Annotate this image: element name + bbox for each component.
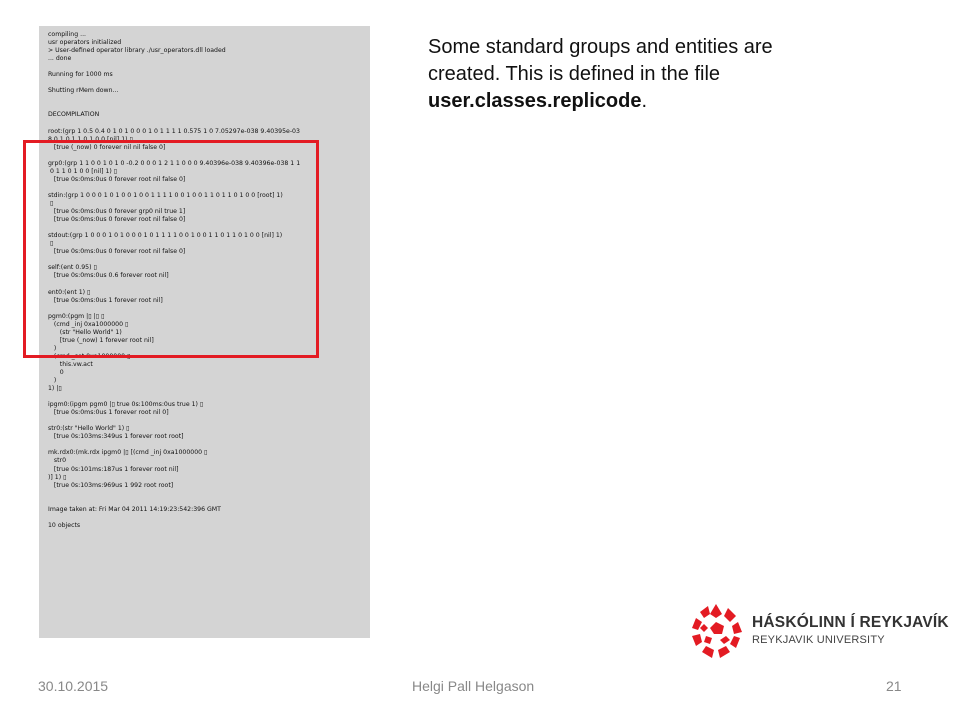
console-line: ) (48, 344, 57, 352)
console-line: ent0:(ent 1) ▯ (48, 288, 91, 296)
console-line: 0 1 1 0 1 0 0 [nil] 1) ▯ (48, 167, 118, 175)
caption-text: Some standard groups and entities are created. This is defined in the file (428, 36, 773, 85)
console-line (48, 514, 366, 522)
console-line: [true 0s:103ms:349us 1 forever root root] (48, 433, 184, 441)
console-line: 0 (48, 368, 64, 376)
console-line: [true 0s:0ms:0us 0 forever root nil false 0] (48, 248, 186, 256)
console-line: [true 0s:0ms:0us 1 forever root nil] (48, 296, 163, 304)
ru-logo-mark-icon (686, 600, 746, 664)
console-line (48, 498, 366, 506)
console-line: Shutting rMem down... (48, 87, 119, 95)
console-line: ipgm0:(ipgm pgm0 |▯ true 0s:100ms:0us true 1) ▯ (48, 401, 204, 409)
slide-caption (428, 34, 848, 115)
console-line: [true 0s:0ms:0us 0 forever root nil false 0] (48, 216, 186, 224)
console-line: [true 0s:0ms:0us 0.6 forever root nil] (48, 272, 169, 280)
logo-subname: REYKJAVIK UNIVERSITY (752, 634, 885, 646)
console-line (48, 95, 366, 103)
footer-date: 30.10.2015 (38, 678, 109, 694)
console-line: 8 0 1 0 1 1 0 1 0 0 [nil] 1) ▯ (48, 135, 133, 143)
footer-page-number: 21 (886, 678, 902, 694)
console-line: pgm0:(pgm |▯ |▯ ▯ (48, 312, 105, 320)
console-line: ) (48, 377, 57, 385)
console-line: [true (_now) 0 forever nil nil false 0] (48, 143, 166, 151)
highlight-box (23, 140, 319, 358)
console-line (48, 63, 366, 71)
console-line: str0:(str "Hello World" 1) ▯ (48, 425, 130, 433)
console-line: Image taken at: Fri Mar 04 2011 14:19:23:542:396 GMT (48, 505, 221, 513)
console-line: grp0:(grp 1 1 0 0 1 0 1 0 -0.2 0 0 0 1 2 1 1 0 0 0 9.40396e-038 9.40396e-038 1 1 (48, 159, 301, 167)
console-line: root:(grp 1 0.5 0.4 0 1 0 1 0 0 0 1 0 1 1 1 1 0.575 1 0 7.05297e-038 9.40395e-03 (48, 127, 300, 135)
console-line: [true 0s:0ms:0us 0 forever root nil false 0] (48, 175, 186, 183)
console-line (48, 393, 366, 401)
console-line (48, 120, 366, 128)
console-line: [true 0s:0ms:0us 1 forever root nil 0] (48, 409, 169, 417)
console-line: [true 0s:0ms:0us 0 forever grp0 nil true 1] (48, 208, 186, 216)
logo-name: HÁSKÓLINN Í REYKJAVÍK (752, 614, 949, 631)
console-line: ▯ (48, 199, 54, 207)
console-line: str0 (48, 457, 67, 465)
console-line (48, 417, 366, 425)
console-line: )] 1) ▯ (48, 473, 67, 481)
console-line: 1) |▯ (48, 385, 62, 393)
console-line: ... done (48, 55, 72, 63)
console-line: [true 0s:101ms:187us 1 forever root nil] (48, 465, 179, 473)
console-line: mk.rdx0:(mk.rdx ipgm0 |▯ [(cmd _inj 0xa1000000 ▯ (48, 449, 208, 457)
console-line: stdin:(grp 1 0 0 0 1 0 1 0 0 1 0 0 1 1 1 1 0 0 1 0 0 1 1 0 1 1 0 1 0 0 [root] 1) (48, 191, 283, 199)
university-logo (686, 600, 949, 668)
console-line: (cmd _inj 0xa1000000 ▯ (48, 320, 129, 328)
console-line: 10 objects (48, 521, 81, 529)
console-line: Running for 1000 ms (48, 71, 113, 79)
console-line (48, 79, 366, 87)
console-line: (cmd _set 0xa1000000 ▯ (48, 352, 131, 360)
console-line: usr operators initialized (48, 39, 122, 47)
console-line: stdout:(grp 1 0 0 0 1 0 1 0 0 0 1 0 1 1 1 1 0 0 1 0 0 1 1 0 1 1 0 1 0 0 [nil] 1) (48, 232, 283, 240)
console-line (48, 103, 366, 111)
caption-filename: user.classes.replicode (428, 90, 642, 112)
console-line (48, 490, 366, 498)
console-line: self:(ent 0.95) ▯ (48, 264, 97, 272)
caption-end: . (641, 90, 648, 112)
console-line (48, 441, 366, 449)
console-line: [true (_now) 1 forever root nil] (48, 336, 154, 344)
console-line: DECOMPILATION (48, 111, 100, 119)
console-line: compiling ... (48, 31, 87, 38)
console-line: [true 0s:103ms:969us 1 992 root root] (48, 481, 174, 489)
console-line: (str "Hello World" 1) (48, 328, 122, 336)
console-line: > User-defined operator library ./usr_operators.dll loaded (48, 47, 226, 55)
console-line: ▯ (48, 240, 54, 248)
footer-author: Helgi Pall Helgason (412, 678, 535, 694)
console-line: this.vw.act (48, 360, 93, 368)
